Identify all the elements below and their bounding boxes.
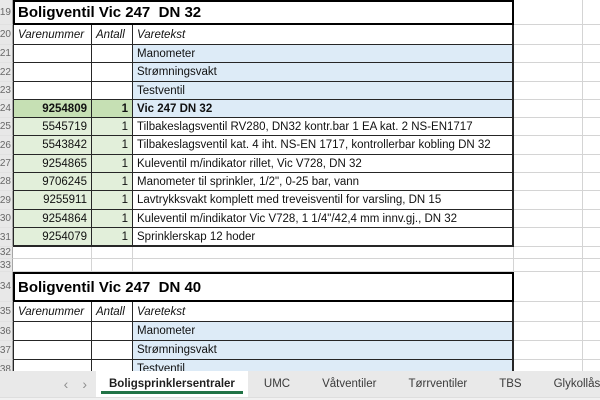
grid-row	[0, 302, 600, 322]
column-header-antall[interactable]: Antall	[92, 302, 133, 322]
column-header-varetekst[interactable]: Varetekst	[133, 25, 514, 45]
cell-varetekst[interactable]: Manometer	[133, 322, 514, 341]
empty-cell[interactable]	[13, 82, 92, 100]
cell-antall[interactable]: 1	[92, 100, 133, 118]
cell-varetekst[interactable]: Testventil	[133, 82, 514, 100]
empty-cell[interactable]	[133, 247, 514, 259]
empty-cell[interactable]	[514, 0, 583, 25]
tab-tbs[interactable]: TBS	[499, 378, 522, 390]
cell-varetekst[interactable]: Strømningsvakt	[133, 63, 514, 82]
table-row	[0, 341, 600, 360]
table-row	[0, 173, 600, 191]
empty-cell[interactable]	[92, 63, 133, 82]
table-row	[0, 118, 600, 136]
empty-cell[interactable]	[583, 302, 600, 322]
cell-varetekst[interactable]: Lavtrykksvakt komplett med treveisventil for varsling, DN 15	[133, 191, 514, 210]
table-row	[0, 136, 600, 155]
empty-cell[interactable]	[13, 247, 92, 259]
next-sheet-icon[interactable]: ›	[82, 376, 87, 392]
empty-cell[interactable]	[92, 360, 133, 371]
empty-cell[interactable]	[92, 82, 133, 100]
empty-cell[interactable]	[583, 259, 600, 272]
empty-cell[interactable]	[514, 360, 583, 371]
row-header[interactable]: 31	[0, 228, 13, 247]
empty-cell[interactable]	[514, 118, 583, 136]
empty-cell[interactable]	[583, 341, 600, 360]
empty-cell[interactable]	[514, 247, 583, 259]
table-row	[0, 63, 600, 82]
empty-cell[interactable]	[92, 259, 133, 272]
empty-cell[interactable]	[13, 360, 92, 371]
cell-antall[interactable]: 1	[92, 173, 133, 191]
grid-row	[0, 0, 600, 25]
cell-varetekst[interactable]: Kuleventil m/indikator rillet, Vic V728, DN 32	[133, 155, 514, 173]
empty-cell[interactable]	[583, 228, 600, 247]
cell-antall[interactable]: 1	[92, 210, 133, 228]
table-row	[0, 360, 600, 371]
cell-varetekst[interactable]: Sprinklerskap 12 hoder	[133, 228, 514, 247]
cell-varenummer[interactable]: 9254865	[13, 155, 92, 173]
tab-umc[interactable]: UMC	[263, 378, 291, 390]
row-header[interactable]: 38	[0, 360, 13, 371]
empty-cell[interactable]	[583, 25, 600, 45]
row-header[interactable]: 22	[0, 63, 13, 82]
tab-boligsprinklersentraler[interactable]: Boligsprinklersentraler	[96, 371, 248, 397]
row-header[interactable]: 28	[0, 173, 13, 191]
row-header[interactable]: 32	[0, 247, 11, 258]
cell-varetekst[interactable]: Tilbakeslagsventil kat. 4 iht. NS-EN 1717, kontrollerbar kobling DN 32	[133, 136, 514, 155]
empty-cell[interactable]	[583, 155, 600, 173]
empty-cell[interactable]	[514, 136, 583, 155]
row-header[interactable]: 30	[0, 210, 13, 228]
cell-varetekst[interactable]: Tilbakeslagsventil RV280, DN32 kontr.bar 1 EA kat. 2 NS-EN1717	[133, 118, 514, 136]
tab-torrventiler[interactable]: Tørrventiler	[408, 378, 468, 390]
row-header[interactable]: 35	[0, 302, 13, 322]
sheet-tab-bar	[0, 371, 600, 397]
table-row	[0, 82, 600, 100]
cell-varenummer[interactable]: 9254079	[13, 228, 92, 247]
tab-vatventiler[interactable]: Våtventiler	[322, 378, 377, 390]
empty-cell[interactable]	[583, 173, 600, 191]
empty-cell[interactable]	[514, 228, 583, 247]
cell-varetekst[interactable]: Vic 247 DN 32	[133, 100, 514, 118]
row-header[interactable]: 27	[0, 155, 13, 173]
empty-cell[interactable]	[514, 173, 583, 191]
empty-cell[interactable]	[514, 322, 583, 341]
table-row	[0, 210, 600, 228]
empty-cell[interactable]	[92, 247, 133, 259]
row-header[interactable]: 33	[0, 259, 11, 271]
grid-row	[0, 247, 600, 259]
empty-cell[interactable]	[13, 341, 92, 360]
empty-cell[interactable]	[583, 118, 600, 136]
cell-varetekst[interactable]: Testventil	[133, 360, 514, 371]
empty-cell[interactable]	[583, 210, 600, 228]
column-header-antall[interactable]: Antall	[92, 25, 133, 45]
cell-varetekst[interactable]: Strømningsvakt	[133, 341, 514, 360]
empty-cell[interactable]	[514, 45, 583, 63]
empty-cell[interactable]	[583, 247, 600, 259]
empty-cell[interactable]	[13, 259, 92, 272]
grid-row	[0, 272, 600, 302]
cell-varenummer[interactable]: 5545719	[13, 118, 92, 136]
cell-varetekst[interactable]: Manometer	[133, 45, 514, 63]
empty-cell[interactable]	[583, 272, 600, 302]
row-header[interactable]: 21	[0, 45, 13, 63]
section2-title-cell[interactable]: Boligventil Vic 247 DN 40	[13, 272, 514, 302]
column-header-varenummer[interactable]: Varenummer	[13, 25, 92, 45]
empty-cell[interactable]	[92, 322, 133, 341]
empty-cell[interactable]	[514, 259, 583, 272]
table-row	[0, 191, 600, 210]
table-row	[0, 228, 600, 247]
empty-cell[interactable]	[514, 272, 583, 302]
row-header[interactable]: 20	[0, 25, 13, 45]
cell-varenummer[interactable]: 9254864	[13, 210, 92, 228]
cell-varetekst[interactable]: Kuleventil m/indikator Vic V728, 1 1/4"/42,4 mm innv.gj., DN 32	[133, 210, 514, 228]
row-header[interactable]: 37	[0, 341, 13, 360]
table-row	[0, 322, 600, 341]
cell-antall[interactable]: 1	[92, 136, 133, 155]
empty-cell[interactable]	[92, 341, 133, 360]
cell-varenummer[interactable]: 9254809	[13, 100, 92, 118]
sheet-nav	[0, 371, 96, 397]
empty-cell[interactable]	[514, 155, 583, 173]
empty-cell[interactable]	[13, 45, 92, 63]
row-header[interactable]: 24	[0, 100, 13, 118]
empty-cell[interactable]	[583, 191, 600, 210]
prev-sheet-icon[interactable]: ‹	[63, 376, 69, 392]
row-header[interactable]: 34	[0, 272, 13, 302]
empty-cell[interactable]	[514, 210, 583, 228]
table-row	[0, 45, 600, 63]
row-header[interactable]: 25	[0, 118, 13, 136]
column-header-varetekst[interactable]: Varetekst	[133, 302, 514, 322]
cell-antall[interactable]: 1	[92, 228, 133, 247]
grid-row	[0, 259, 600, 272]
empty-cell[interactable]	[583, 63, 600, 82]
empty-cell[interactable]	[13, 322, 92, 341]
column-header-varenummer[interactable]: Varenummer	[13, 302, 92, 322]
row-header[interactable]: 19	[0, 0, 13, 25]
empty-cell[interactable]	[514, 82, 583, 100]
empty-cell[interactable]	[583, 322, 600, 341]
empty-cell[interactable]	[514, 341, 583, 360]
row-header[interactable]: 23	[0, 82, 13, 100]
empty-cell[interactable]	[514, 191, 583, 210]
cell-antall[interactable]: 1	[92, 118, 133, 136]
cell-varenummer[interactable]: 5543842	[13, 136, 92, 155]
empty-cell[interactable]	[514, 63, 583, 82]
empty-cell[interactable]	[583, 360, 600, 371]
row-header[interactable]: 36	[0, 322, 13, 341]
empty-cell[interactable]	[514, 100, 583, 118]
empty-cell[interactable]	[583, 82, 600, 100]
cell-varenummer[interactable]: 9255911	[13, 191, 92, 210]
empty-cell[interactable]	[583, 136, 600, 155]
grid-row	[0, 25, 600, 45]
empty-cell[interactable]	[514, 25, 583, 45]
empty-cell[interactable]	[514, 302, 583, 322]
cell-varenummer[interactable]: 9706245	[13, 173, 92, 191]
empty-cell[interactable]	[583, 45, 600, 63]
empty-cell[interactable]	[92, 45, 133, 63]
empty-cell[interactable]	[133, 259, 514, 272]
empty-cell[interactable]	[13, 63, 92, 82]
empty-cell[interactable]	[583, 0, 600, 25]
cell-antall[interactable]: 1	[92, 155, 133, 173]
row-header[interactable]: 26	[0, 136, 13, 155]
table-row	[0, 155, 600, 173]
cell-antall[interactable]: 1	[92, 191, 133, 210]
empty-cell[interactable]	[583, 100, 600, 118]
table-row	[0, 100, 600, 118]
tab-glykollas[interactable]: Glykollås	[553, 378, 600, 390]
cell-varetekst[interactable]: Manometer til sprinkler, 1/2", 0-25 bar, vann	[133, 173, 514, 191]
row-header[interactable]: 29	[0, 191, 13, 210]
section1-title-cell[interactable]: Boligventil Vic 247 DN 32	[13, 0, 514, 25]
